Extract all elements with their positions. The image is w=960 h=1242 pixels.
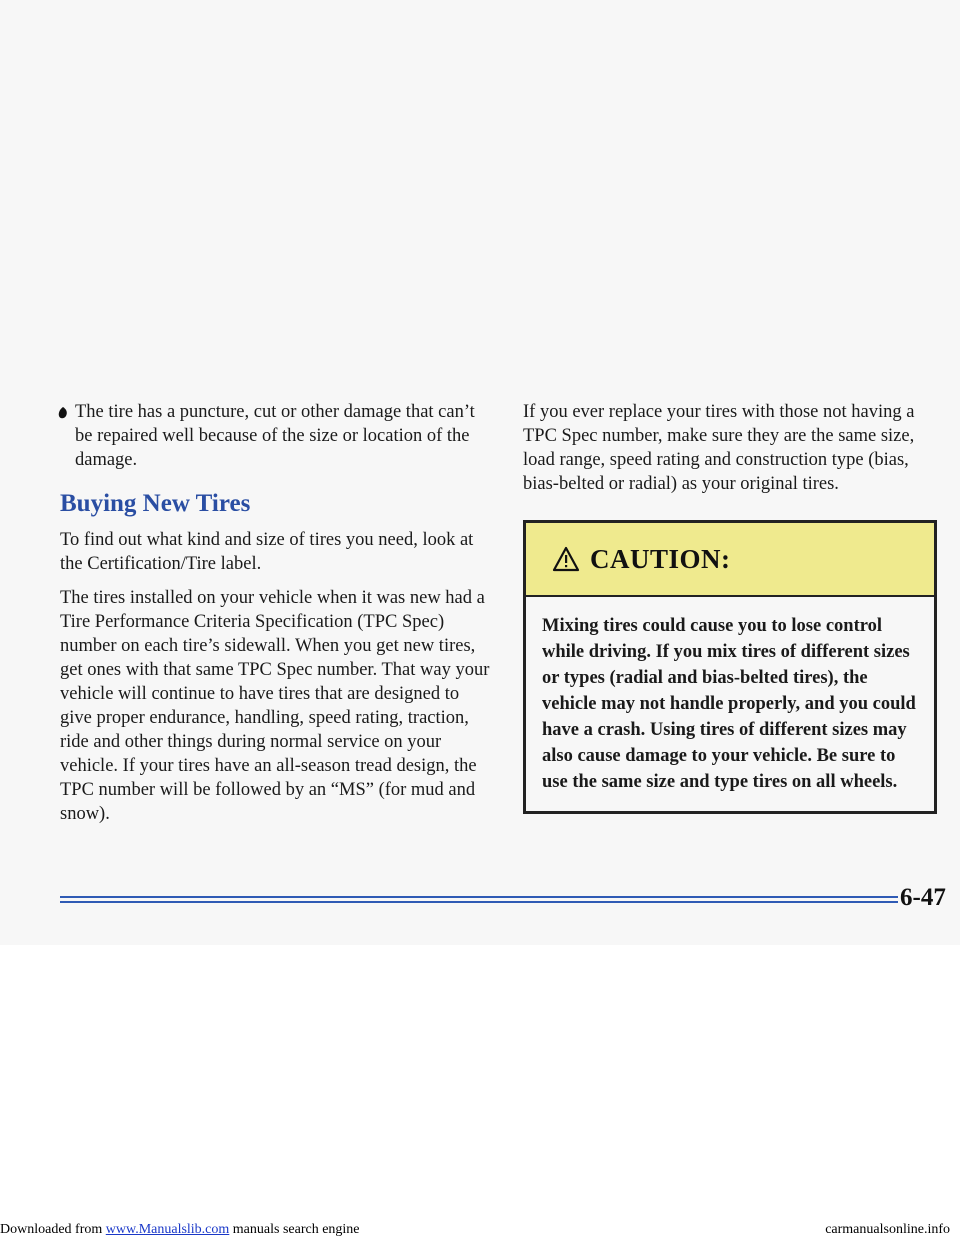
- paragraph-replace-tires: If you ever replace your tires with those not having a TPC Spec number, make sure they are the same size, load range, speed rating and construction type (bias, bias-belted or radial) as your original tires.: [523, 402, 915, 494]
- caution-header: [526, 523, 934, 597]
- page-number: 6-47: [900, 884, 946, 911]
- banner-suffix: manuals search engine: [229, 1222, 360, 1237]
- paragraph-tpc-spec: The tires installed on your vehicle when it was new had a Tire Performance Criteria Specification (TPC Spec) number on each tire’s sidewall. When you get new tires, get ones with that same TPC Spec number. That way your vehicle will continue to have tires that are designed to give proper endurance, handling, speed rating, traction, ride and other things during normal service on your vehicle. If your tires have an all-season tread design, the TPC number will be followed by an “MS” (for mud and snow).: [60, 588, 490, 824]
- caution-box: [523, 520, 937, 814]
- watermark-text: carmanualsonline.info: [825, 1222, 950, 1237]
- footer-rule-line: [60, 901, 898, 903]
- paragraph-tire-label: To find out what kind and size of tires you need, look at the Certification/Tire label.: [60, 530, 474, 574]
- caution-title: CAUTION:: [590, 543, 731, 574]
- section-heading: Buying New Tires: [60, 490, 251, 517]
- bullet-text: The tire has a puncture, cut or other damage that can’t be repaired well because of the size or location of the damage.: [75, 402, 475, 470]
- download-banner: [0, 1222, 960, 1238]
- footer-rule: [60, 893, 898, 907]
- left-column: [60, 400, 490, 836]
- caution-text: Mixing tires could cause you to lose control while driving. If you mix tires of different sizes or types (radial and bias-belted tires), the vehicle may not handle properly, and you could have a crash. Using tires of different sizes may also cause damage to your vehicle. Be sure to use the same size and type tires on all wheels.: [542, 616, 916, 792]
- footer-rule-line: [60, 896, 898, 898]
- right-column: [523, 400, 938, 814]
- bullet-icon: [58, 407, 68, 419]
- manualslib-link[interactable]: www.Manualslib.com: [105, 1222, 230, 1237]
- warning-triangle-icon: [552, 546, 580, 572]
- bullet-item: [60, 400, 490, 472]
- banner-prefix: Downloaded from: [0, 1222, 106, 1237]
